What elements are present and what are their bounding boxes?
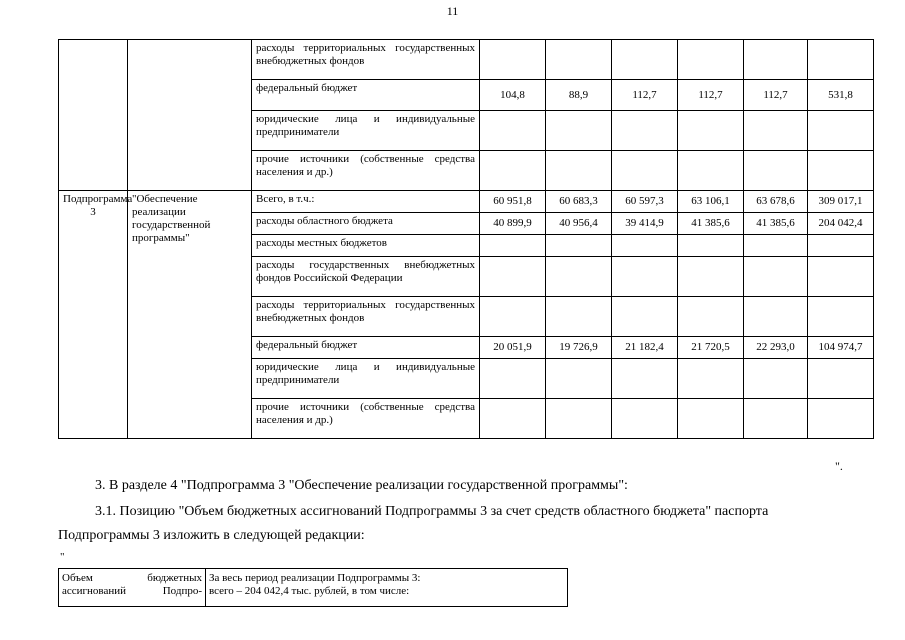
year-value-cell: 63 678,6 (744, 191, 808, 213)
year-value-cell (480, 399, 546, 439)
year-value-cell: 112,7 (678, 80, 744, 111)
funding-source-cell: федеральный бюджет (252, 337, 480, 359)
paragraph-section-4: 3. В разделе 4 "Подпрограмма 3 "Обеспечение реализации государственной программы": (95, 478, 628, 493)
year-value-cell (678, 399, 744, 439)
year-value-cell (612, 297, 678, 337)
funding-source-cell: Всего, в т.ч.: (252, 191, 480, 213)
total-value-cell (808, 235, 874, 257)
year-value-cell: 60 597,3 (612, 191, 678, 213)
year-value-cell (480, 297, 546, 337)
year-value-cell (480, 40, 546, 80)
passport-label: Объем бюджетных ассигнований Подпро- (59, 569, 206, 607)
year-value-cell (546, 40, 612, 80)
year-value-cell: 60 683,3 (546, 191, 612, 213)
year-value-cell (546, 151, 612, 191)
year-value-cell (678, 40, 744, 80)
year-value-cell: 41 385,6 (678, 213, 744, 235)
year-value-cell: 112,7 (612, 80, 678, 111)
year-value-cell (480, 235, 546, 257)
funding-source-cell: федеральный бюджет (252, 80, 480, 111)
year-value-cell (612, 111, 678, 151)
passport-line-1: За весь период реализации Подпрограммы 3: (209, 572, 421, 584)
total-value-cell: 204 042,4 (808, 213, 874, 235)
year-value-cell: 21 720,5 (678, 337, 744, 359)
total-value-cell: 104 974,7 (808, 337, 874, 359)
funding-source-cell: расходы государственных внебюджетных фондов Российской Федерации (252, 257, 480, 297)
table-row (59, 191, 874, 213)
year-value-cell (678, 235, 744, 257)
year-value-cell (678, 111, 744, 151)
year-value-cell (546, 359, 612, 399)
funding-source-cell: расходы территориальных государственных внебюджетных фондов (252, 297, 480, 337)
opening-quote: " (60, 551, 65, 563)
total-value-cell: 531,8 (808, 80, 874, 111)
year-value-cell (480, 151, 546, 191)
year-value-cell: 88,9 (546, 80, 612, 111)
funding-source-cell: прочие источники (собственные средства населения и др.) (252, 399, 480, 439)
funding-source-cell: расходы территориальных государственных внебюджетных фондов (252, 40, 480, 80)
total-value-cell (808, 257, 874, 297)
year-value-cell (480, 111, 546, 151)
year-value-cell (612, 399, 678, 439)
year-value-cell (744, 40, 808, 80)
passport-content (206, 569, 568, 607)
program-cell: Подпрограмма 3 (59, 191, 128, 439)
year-value-cell: 19 726,9 (546, 337, 612, 359)
year-value-cell (546, 111, 612, 151)
year-value-cell: 39 414,9 (612, 213, 678, 235)
year-value-cell: 41 385,6 (744, 213, 808, 235)
funding-source-cell: расходы местных бюджетов (252, 235, 480, 257)
total-value-cell: 309 017,1 (808, 191, 874, 213)
passport-table (58, 568, 568, 607)
year-value-cell (546, 257, 612, 297)
year-value-cell (480, 257, 546, 297)
year-value-cell: 20 051,9 (480, 337, 546, 359)
year-value-cell: 112,7 (744, 80, 808, 111)
year-value-cell (612, 40, 678, 80)
passport-row (59, 569, 568, 607)
program-cell (59, 40, 128, 191)
year-value-cell (612, 235, 678, 257)
paragraph-3-1: 3.1. Позицию "Объем бюджетных ассигнований Подпрограммы 3 за счет средств областного бюджета" паспорта (95, 504, 769, 519)
passport-line-2: всего – 204 042,4 тыс. рублей, в том числе: (209, 585, 410, 597)
year-value-cell (678, 151, 744, 191)
year-value-cell (678, 359, 744, 399)
year-value-cell (546, 235, 612, 257)
year-value-cell (612, 151, 678, 191)
total-value-cell (808, 151, 874, 191)
year-value-cell: 40 899,9 (480, 213, 546, 235)
year-value-cell: 104,8 (480, 80, 546, 111)
total-value-cell (808, 297, 874, 337)
year-value-cell (744, 399, 808, 439)
program-name-cell (128, 40, 252, 191)
budget-table (58, 39, 874, 439)
funding-source-cell: юридические лица и индивидуальные предприниматели (252, 111, 480, 151)
funding-source-cell: юридические лица и индивидуальные предприниматели (252, 359, 480, 399)
year-value-cell: 60 951,8 (480, 191, 546, 213)
year-value-cell (744, 297, 808, 337)
budget-table-body (59, 40, 874, 439)
closing-quote: ". (835, 459, 843, 473)
year-value-cell: 40 956,4 (546, 213, 612, 235)
year-value-cell (546, 297, 612, 337)
total-value-cell (808, 399, 874, 439)
year-value-cell (744, 151, 808, 191)
table-row (59, 40, 874, 80)
paragraph-3-1-continuation: Подпрограммы 3 изложить в следующей редакции: (58, 528, 365, 543)
year-value-cell (678, 257, 744, 297)
program-name-cell: "Обеспечение реализации государственной программы" (128, 191, 252, 439)
year-value-cell (744, 359, 808, 399)
year-value-cell (612, 359, 678, 399)
year-value-cell (612, 257, 678, 297)
year-value-cell (744, 235, 808, 257)
year-value-cell: 63 106,1 (678, 191, 744, 213)
total-value-cell (808, 359, 874, 399)
funding-source-cell: прочие источники (собственные средства населения и др.) (252, 151, 480, 191)
year-value-cell (744, 257, 808, 297)
total-value-cell (808, 111, 874, 151)
funding-source-cell: расходы областного бюджета (252, 213, 480, 235)
year-value-cell: 21 182,4 (612, 337, 678, 359)
year-value-cell (744, 111, 808, 151)
total-value-cell (808, 40, 874, 80)
page-number: 11 (446, 4, 459, 18)
year-value-cell: 22 293,0 (744, 337, 808, 359)
year-value-cell (546, 399, 612, 439)
year-value-cell (480, 359, 546, 399)
year-value-cell (678, 297, 744, 337)
